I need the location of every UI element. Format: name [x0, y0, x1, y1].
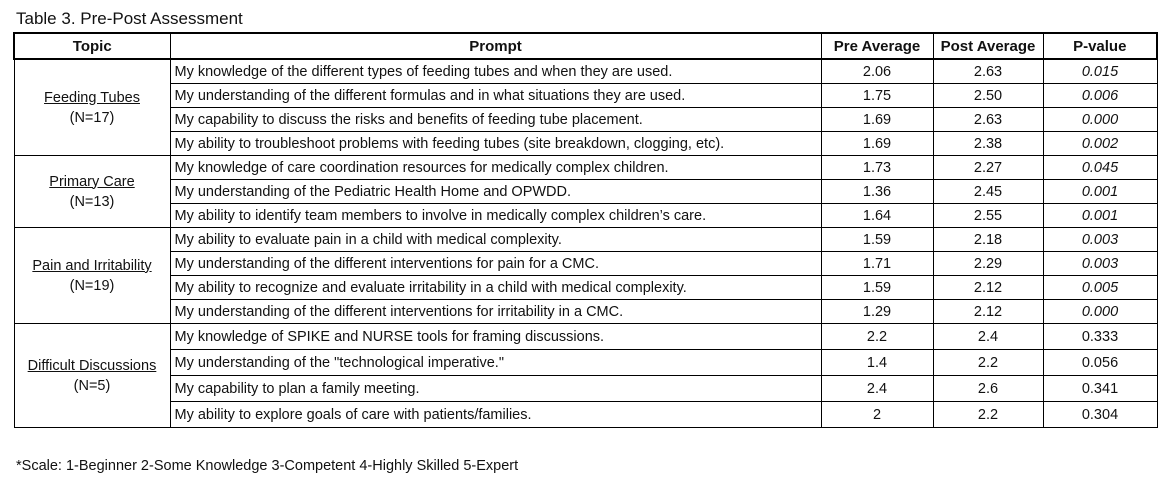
table-row — [14, 180, 1157, 204]
post-average-cell: 2.2 — [933, 402, 1043, 428]
topic-name: Pain and Irritability — [32, 257, 152, 274]
pre-average-cell: 2.4 — [821, 376, 933, 402]
table-row — [14, 300, 1157, 324]
prompt-cell: My understanding of the different interventions for pain for a CMC. — [170, 252, 821, 276]
table-row — [14, 108, 1157, 132]
p-value-cell: 0.304 — [1043, 402, 1157, 428]
table-row — [14, 228, 1157, 252]
post-average-cell: 2.55 — [933, 204, 1043, 228]
topic-sample-size: (N=5) — [73, 377, 111, 394]
pre-average-cell: 1.4 — [821, 350, 933, 376]
prompt-cell: My knowledge of SPIKE and NURSE tools for framing discussions. — [170, 324, 821, 350]
pre-average-cell: 2.2 — [821, 324, 933, 350]
post-average-cell: 2.4 — [933, 324, 1043, 350]
pre-average-cell: 1.69 — [821, 108, 933, 132]
topic-sample-size: (N=19) — [69, 277, 115, 294]
pre-average-cell: 1.64 — [821, 204, 933, 228]
topic-sample-size: (N=17) — [69, 109, 115, 126]
topic-name: Feeding Tubes — [44, 89, 140, 106]
topic-cell — [14, 156, 170, 228]
pre-average-cell: 1.69 — [821, 132, 933, 156]
pre-average-cell: 1.73 — [821, 156, 933, 180]
table-row — [14, 376, 1157, 402]
topic-sample-size: (N=13) — [69, 193, 115, 210]
post-average-cell: 2.63 — [933, 59, 1043, 84]
prompt-cell: My ability to evaluate pain in a child with medical complexity. — [170, 228, 821, 252]
scale-footnote: *Scale: 1-Beginner 2-Some Knowledge 3-Competent 4-Highly Skilled 5-Expert — [16, 458, 519, 474]
p-value-cell: 0.333 — [1043, 324, 1157, 350]
post-average-cell: 2.29 — [933, 252, 1043, 276]
prompt-cell: My understanding of the different formulas and in what situations they are used. — [170, 84, 821, 108]
pre-average-cell: 1.59 — [821, 228, 933, 252]
prompt-cell: My capability to plan a family meeting. — [170, 376, 821, 402]
post-average-cell: 2.50 — [933, 84, 1043, 108]
p-value-cell: 0.000 — [1043, 300, 1157, 324]
pre-average-cell: 1.59 — [821, 276, 933, 300]
header-prompt: Prompt — [170, 33, 821, 59]
prompt-cell: My understanding of the Pediatric Health Home and OPWDD. — [170, 180, 821, 204]
table-row — [14, 132, 1157, 156]
prompt-cell: My ability to troubleshoot problems with feeding tubes (site breakdown, clogging, etc). — [170, 132, 821, 156]
prompt-cell: My understanding of the different interventions for irritability in a CMC. — [170, 300, 821, 324]
prompt-cell: My knowledge of care coordination resources for medically complex children. — [170, 156, 821, 180]
topic-cell — [14, 59, 170, 156]
table-body — [14, 59, 1157, 428]
prompt-cell: My knowledge of the different types of feeding tubes and when they are used. — [170, 59, 821, 84]
table-row — [14, 59, 1157, 84]
post-average-cell: 2.2 — [933, 350, 1043, 376]
table-row — [14, 204, 1157, 228]
table-caption: Table 3. Pre-Post Assessment — [16, 9, 243, 28]
pre-average-cell: 2.06 — [821, 59, 933, 84]
post-average-cell: 2.27 — [933, 156, 1043, 180]
prompt-cell: My ability to recognize and evaluate irritability in a child with medical complexity. — [170, 276, 821, 300]
post-average-cell: 2.6 — [933, 376, 1043, 402]
table-row — [14, 252, 1157, 276]
p-value-cell: 0.015 — [1043, 59, 1157, 84]
table-row — [14, 324, 1157, 350]
p-value-cell: 0.341 — [1043, 376, 1157, 402]
post-average-cell: 2.63 — [933, 108, 1043, 132]
prompt-cell: My capability to discuss the risks and benefits of feeding tube placement. — [170, 108, 821, 132]
post-average-cell: 2.38 — [933, 132, 1043, 156]
header-pre-average: Pre Average — [821, 33, 933, 59]
header-post-average: Post Average — [933, 33, 1043, 59]
table-row — [14, 402, 1157, 428]
topic-cell — [14, 228, 170, 324]
topic-name: Difficult Discussions — [27, 357, 157, 374]
p-value-cell: 0.001 — [1043, 204, 1157, 228]
table-row — [14, 350, 1157, 376]
header-row — [14, 33, 1157, 59]
header-p-value: P-value — [1043, 33, 1157, 59]
table-row — [14, 276, 1157, 300]
pre-average-cell: 1.75 — [821, 84, 933, 108]
p-value-cell: 0.056 — [1043, 350, 1157, 376]
post-average-cell: 2.12 — [933, 276, 1043, 300]
prompt-cell: My ability to identify team members to involve in medically complex children’s care. — [170, 204, 821, 228]
topic-cell — [14, 324, 170, 428]
p-value-cell: 0.006 — [1043, 84, 1157, 108]
pre-post-assessment-table — [13, 32, 1158, 428]
p-value-cell: 0.001 — [1043, 180, 1157, 204]
prompt-cell: My understanding of the "technological imperative." — [170, 350, 821, 376]
header-topic: Topic — [14, 33, 170, 59]
pre-average-cell: 1.36 — [821, 180, 933, 204]
p-value-cell: 0.003 — [1043, 228, 1157, 252]
p-value-cell: 0.003 — [1043, 252, 1157, 276]
topic-name: Primary Care — [49, 173, 135, 190]
p-value-cell: 0.045 — [1043, 156, 1157, 180]
table-row — [14, 156, 1157, 180]
p-value-cell: 0.005 — [1043, 276, 1157, 300]
p-value-cell: 0.000 — [1043, 108, 1157, 132]
post-average-cell: 2.18 — [933, 228, 1043, 252]
prompt-cell: My ability to explore goals of care with patients/families. — [170, 402, 821, 428]
post-average-cell: 2.45 — [933, 180, 1043, 204]
pre-average-cell: 1.71 — [821, 252, 933, 276]
table-row — [14, 84, 1157, 108]
pre-average-cell: 1.29 — [821, 300, 933, 324]
post-average-cell: 2.12 — [933, 300, 1043, 324]
p-value-cell: 0.002 — [1043, 132, 1157, 156]
pre-average-cell: 2 — [821, 402, 933, 428]
